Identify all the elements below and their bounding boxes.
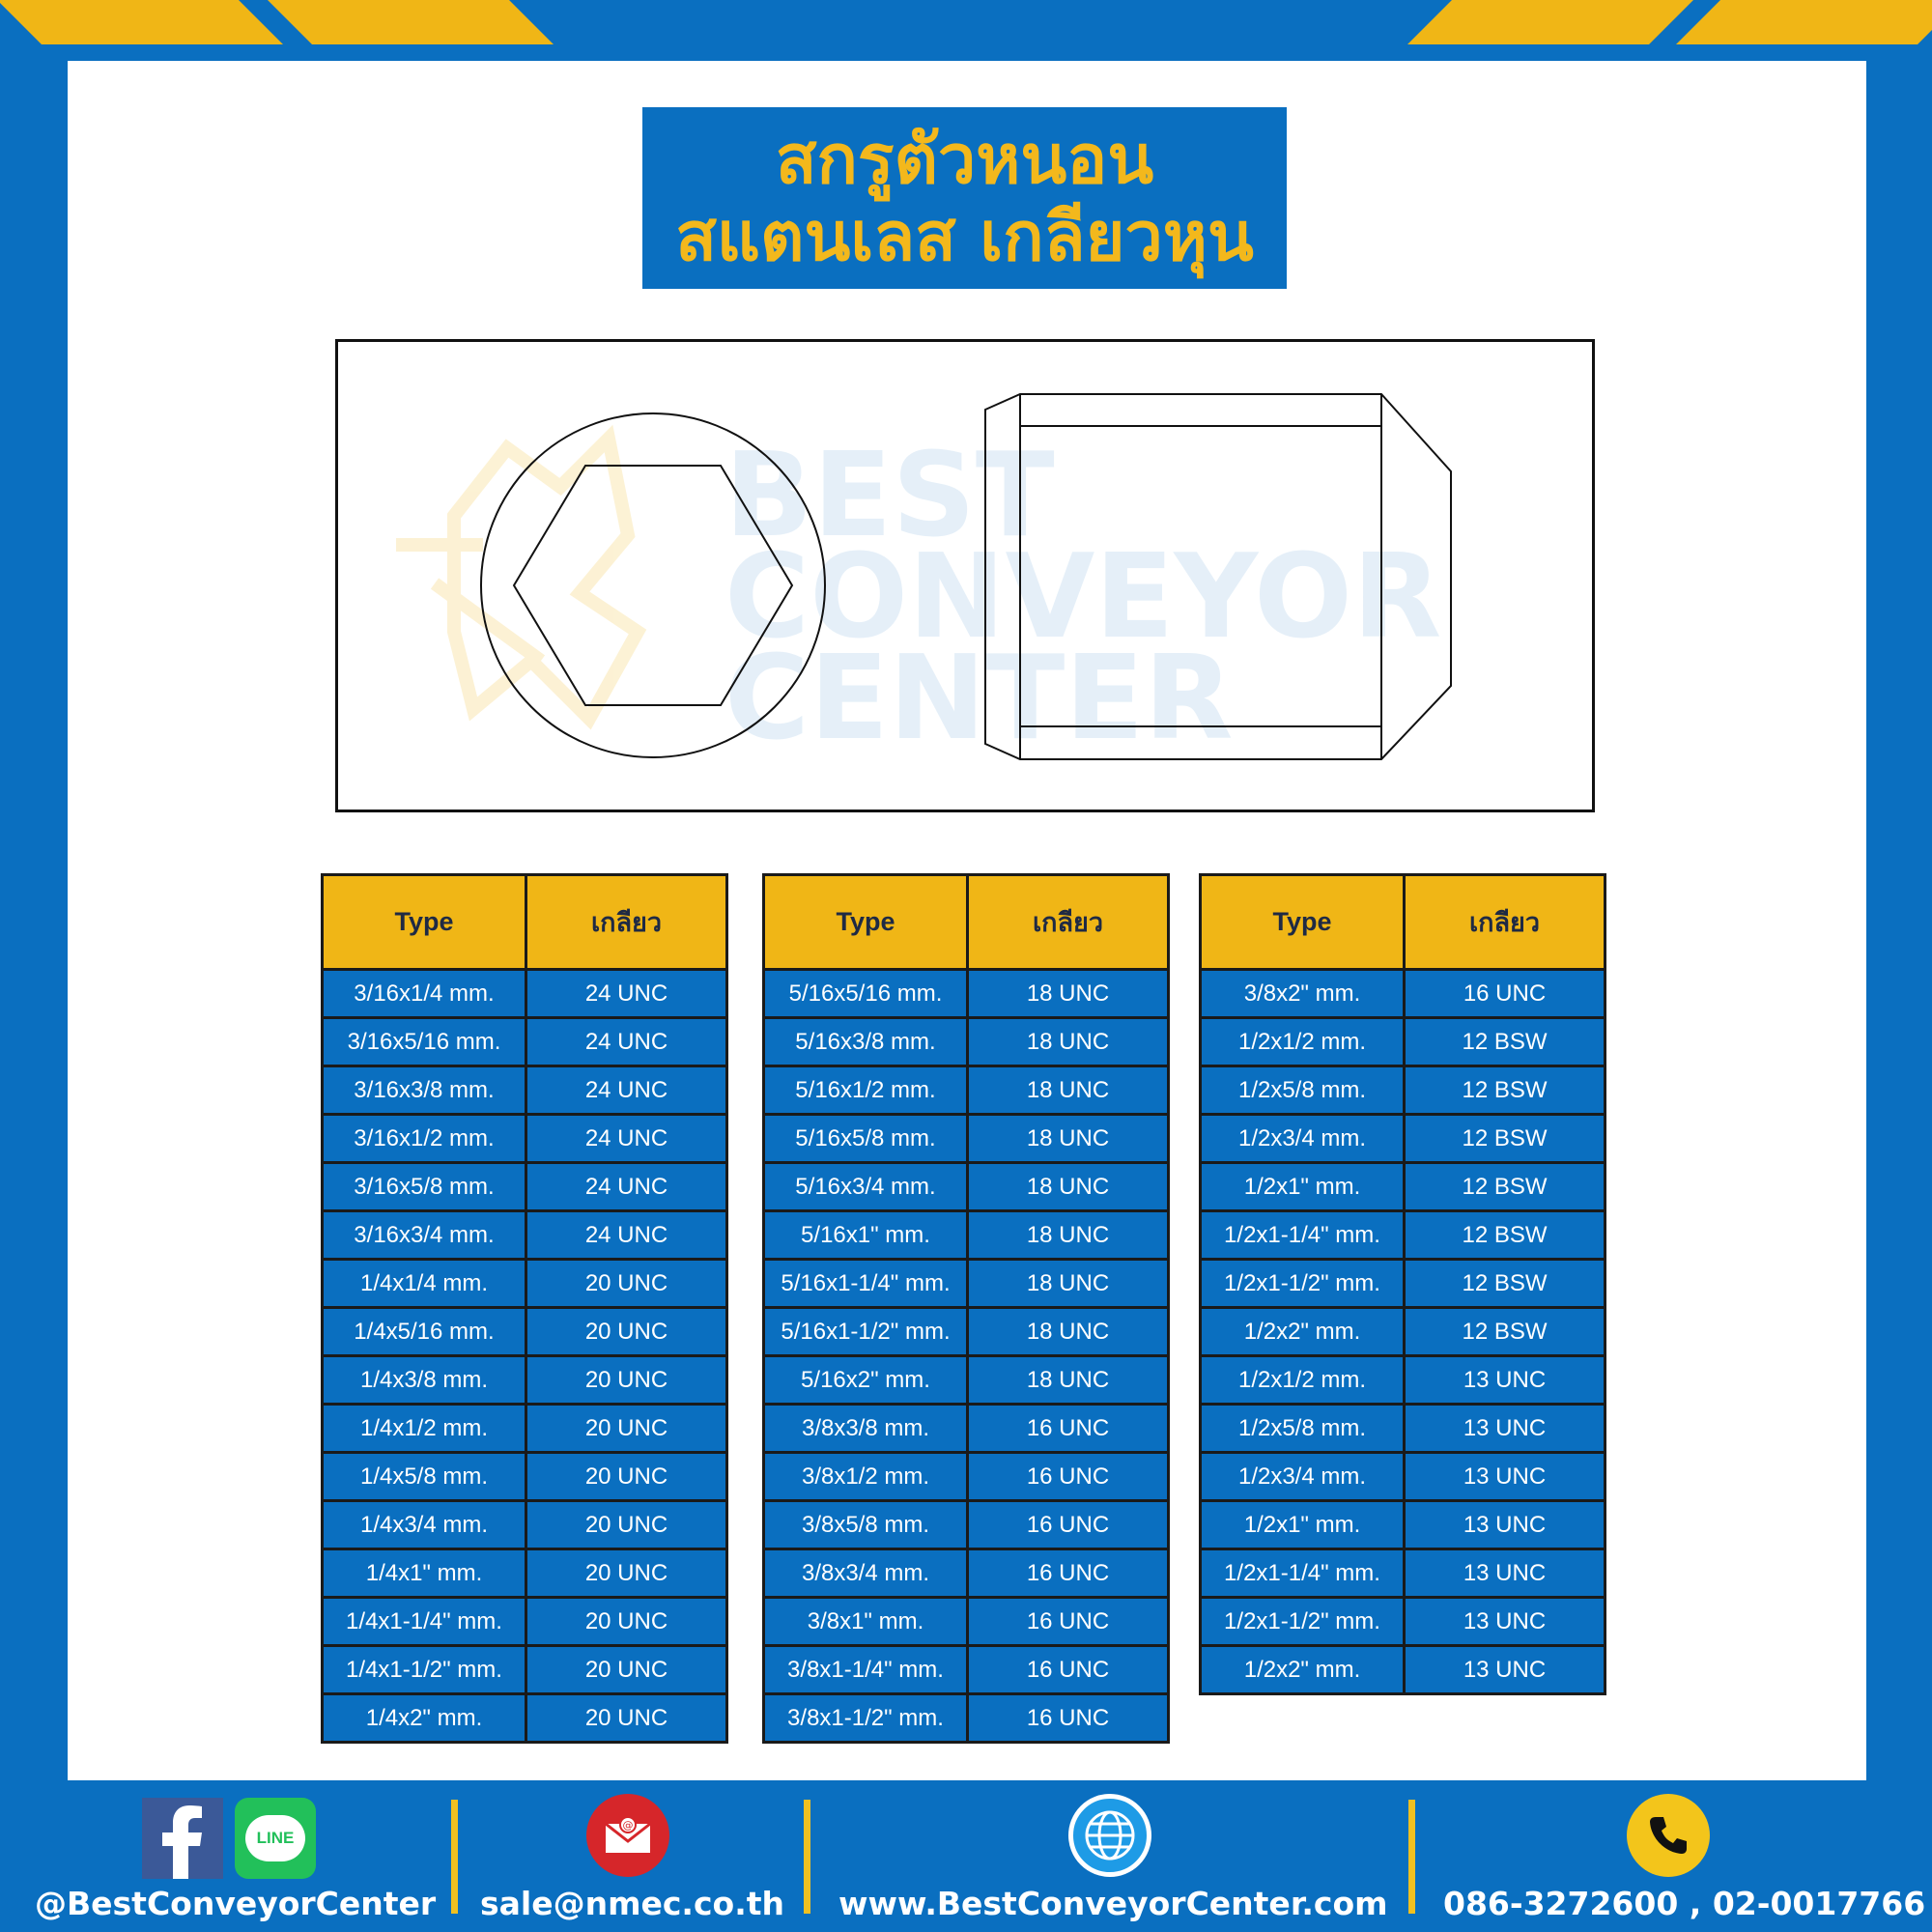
thread-cell: 20 UNC — [526, 1260, 727, 1308]
table-row — [1201, 1163, 1605, 1211]
table-row — [323, 970, 727, 1018]
type-cell: 3/8x3/4 mm. — [764, 1549, 968, 1598]
type-cell: 1/2x1/2 mm. — [1201, 1356, 1405, 1405]
thread-cell: 16 UNC — [968, 1501, 1169, 1549]
thread-cell: 24 UNC — [526, 1066, 727, 1115]
thread-cell: 18 UNC — [968, 1356, 1169, 1405]
title-line-1: สกรูตัวหนอน — [775, 120, 1154, 199]
set-screw-diagram — [335, 339, 1595, 812]
col-header-thread: เกลียว — [968, 875, 1169, 970]
thread-cell: 20 UNC — [526, 1308, 727, 1356]
type-cell: 5/16x1/2 mm. — [764, 1066, 968, 1115]
table-row — [1201, 1501, 1605, 1549]
social-handle[interactable]: @BestConveyorCenter — [35, 1885, 437, 1922]
watermark-text-2: CONVEYOR — [724, 530, 1442, 665]
email-link[interactable]: sale@nmec.co.th — [480, 1885, 784, 1922]
type-cell: 3/8x5/8 mm. — [764, 1501, 968, 1549]
type-cell: 3/8x1-1/4" mm. — [764, 1646, 968, 1694]
type-cell: 3/8x1" mm. — [764, 1598, 968, 1646]
thread-cell: 20 UNC — [526, 1356, 727, 1405]
thread-cell: 13 UNC — [1405, 1405, 1605, 1453]
phone-numbers[interactable]: 086-3272600 , 02-0017766 — [1443, 1885, 1926, 1922]
title-line-2: สแตนเลส เกลียวหุน — [675, 197, 1254, 276]
type-cell: 5/16x1-1/2" mm. — [764, 1308, 968, 1356]
type-cell: 5/16x3/8 mm. — [764, 1018, 968, 1066]
type-cell: 1/4x3/8 mm. — [323, 1356, 526, 1405]
thread-cell: 18 UNC — [968, 1066, 1169, 1115]
table-row — [1201, 1018, 1605, 1066]
type-cell: 1/4x3/4 mm. — [323, 1501, 526, 1549]
table-row — [764, 1163, 1169, 1211]
table-row — [1201, 1549, 1605, 1598]
thread-cell: 24 UNC — [526, 1018, 727, 1066]
table-row — [764, 1501, 1169, 1549]
thread-cell: 13 UNC — [1405, 1646, 1605, 1694]
table-row — [764, 1066, 1169, 1115]
table-row — [1201, 970, 1605, 1018]
thread-cell: 16 UNC — [968, 1405, 1169, 1453]
thread-table-3 — [1199, 873, 1606, 1695]
type-cell: 1/2x3/4 mm. — [1201, 1453, 1405, 1501]
type-cell: 1/2x1-1/2" mm. — [1201, 1260, 1405, 1308]
footer-divider — [451, 1800, 458, 1914]
type-cell: 3/8x1/2 mm. — [764, 1453, 968, 1501]
table-row — [323, 1646, 727, 1694]
watermark-text-1: BEST — [724, 429, 1055, 563]
table-row — [764, 1356, 1169, 1405]
table-row — [1201, 1646, 1605, 1694]
table-row — [323, 1211, 727, 1260]
thread-cell: 12 BSW — [1405, 1066, 1605, 1115]
thread-cell: 24 UNC — [526, 1115, 727, 1163]
type-cell: 1/2x1-1/2" mm. — [1201, 1598, 1405, 1646]
thread-cell: 16 UNC — [968, 1549, 1169, 1598]
type-cell: 1/4x5/8 mm. — [323, 1453, 526, 1501]
website-link[interactable]: www.BestConveyorCenter.com — [838, 1885, 1388, 1922]
thread-cell: 18 UNC — [968, 1260, 1169, 1308]
table-row — [1201, 1453, 1605, 1501]
table-row — [764, 1115, 1169, 1163]
type-cell: 1/2x5/8 mm. — [1201, 1066, 1405, 1115]
col-header-thread: เกลียว — [526, 875, 727, 970]
type-cell: 1/2x2" mm. — [1201, 1308, 1405, 1356]
type-cell: 3/8x1-1/2" mm. — [764, 1694, 968, 1743]
type-cell: 1/2x3/4 mm. — [1201, 1115, 1405, 1163]
thread-cell: 12 BSW — [1405, 1115, 1605, 1163]
table-row — [764, 1549, 1169, 1598]
table-row — [323, 1115, 727, 1163]
type-cell: 5/16x2" mm. — [764, 1356, 968, 1405]
thread-cell: 12 BSW — [1405, 1260, 1605, 1308]
facebook-icon[interactable] — [142, 1798, 223, 1879]
top-stripe-left-1 — [0, 0, 283, 44]
type-cell: 1/2x1" mm. — [1201, 1163, 1405, 1211]
type-cell: 1/2x1/2 mm. — [1201, 1018, 1405, 1066]
type-cell: 1/2x1-1/4" mm. — [1201, 1549, 1405, 1598]
top-stripe-left-2 — [268, 0, 554, 44]
table-row — [764, 1018, 1169, 1066]
footer-bar — [0, 1780, 1932, 1932]
thread-table-2 — [762, 873, 1170, 1744]
type-cell: 1/2x5/8 mm. — [1201, 1405, 1405, 1453]
type-cell: 1/2x2" mm. — [1201, 1646, 1405, 1694]
type-cell: 1/4x1" mm. — [323, 1549, 526, 1598]
thread-cell: 20 UNC — [526, 1501, 727, 1549]
thread-cell: 20 UNC — [526, 1405, 727, 1453]
table-row — [323, 1163, 727, 1211]
top-stripe-right-2 — [1676, 0, 1932, 44]
type-cell: 3/16x5/16 mm. — [323, 1018, 526, 1066]
type-cell: 1/4x1-1/4" mm. — [323, 1598, 526, 1646]
table-row — [764, 970, 1169, 1018]
type-cell: 1/4x1-1/2" mm. — [323, 1646, 526, 1694]
thread-cell: 13 UNC — [1405, 1453, 1605, 1501]
thread-cell: 16 UNC — [968, 1598, 1169, 1646]
col-header-type: Type — [323, 875, 526, 970]
table-row — [323, 1694, 727, 1743]
watermark-text-3: CENTER — [724, 632, 1234, 766]
table-row — [323, 1453, 727, 1501]
table-row — [764, 1598, 1169, 1646]
thread-cell: 20 UNC — [526, 1549, 727, 1598]
table-row — [323, 1308, 727, 1356]
table-row — [764, 1211, 1169, 1260]
thread-cell: 18 UNC — [968, 1163, 1169, 1211]
table-row — [323, 1018, 727, 1066]
table-row — [764, 1646, 1169, 1694]
thread-cell: 13 UNC — [1405, 1549, 1605, 1598]
watermark-text — [724, 429, 1441, 766]
thread-cell: 16 UNC — [968, 1453, 1169, 1501]
table-row — [764, 1308, 1169, 1356]
table-row — [323, 1501, 727, 1549]
col-header-type: Type — [1201, 875, 1405, 970]
table-row — [764, 1453, 1169, 1501]
table-row — [323, 1260, 727, 1308]
table-row — [1201, 1260, 1605, 1308]
col-header-type: Type — [764, 875, 968, 970]
svg-text:@: @ — [622, 1819, 634, 1832]
line-icon-label: LINE — [256, 1829, 295, 1847]
page-title — [642, 107, 1287, 289]
thread-cell: 24 UNC — [526, 1163, 727, 1211]
thread-cell: 13 UNC — [1405, 1598, 1605, 1646]
table-row — [323, 1356, 727, 1405]
footer-divider — [1408, 1800, 1415, 1914]
table-row — [764, 1694, 1169, 1743]
table-row — [1201, 1405, 1605, 1453]
thread-cell: 16 UNC — [1405, 970, 1605, 1018]
top-stripe-right-1 — [1407, 0, 1693, 44]
thread-cell: 13 UNC — [1405, 1356, 1605, 1405]
footer-divider — [804, 1800, 810, 1914]
table-row — [1201, 1356, 1605, 1405]
type-cell: 3/16x5/8 mm. — [323, 1163, 526, 1211]
thread-cell: 18 UNC — [968, 1115, 1169, 1163]
thread-cell: 20 UNC — [526, 1453, 727, 1501]
thread-cell: 18 UNC — [968, 1018, 1169, 1066]
table-row — [323, 1598, 727, 1646]
type-cell: 1/4x5/16 mm. — [323, 1308, 526, 1356]
type-cell: 5/16x5/16 mm. — [764, 970, 968, 1018]
table-row — [1201, 1066, 1605, 1115]
thread-cell: 18 UNC — [968, 1211, 1169, 1260]
type-cell: 1/4x2" mm. — [323, 1694, 526, 1743]
table-row — [323, 1405, 727, 1453]
thread-cell: 12 BSW — [1405, 1211, 1605, 1260]
globe-icon[interactable] — [1068, 1794, 1151, 1877]
type-cell: 3/8x2" mm. — [1201, 970, 1405, 1018]
table-row — [1201, 1115, 1605, 1163]
table-row — [764, 1405, 1169, 1453]
thread-cell: 12 BSW — [1405, 1163, 1605, 1211]
type-cell: 3/16x3/8 mm. — [323, 1066, 526, 1115]
table-row — [1201, 1211, 1605, 1260]
thread-cell: 20 UNC — [526, 1646, 727, 1694]
thread-cell: 24 UNC — [526, 1211, 727, 1260]
table-row — [1201, 1308, 1605, 1356]
thread-table-1 — [321, 873, 728, 1744]
type-cell: 3/16x3/4 mm. — [323, 1211, 526, 1260]
table-row — [323, 1066, 727, 1115]
type-cell: 5/16x5/8 mm. — [764, 1115, 968, 1163]
type-cell: 1/4x1/4 mm. — [323, 1260, 526, 1308]
diagram-drawing — [338, 342, 1592, 810]
thread-cell: 16 UNC — [968, 1694, 1169, 1743]
type-cell: 5/16x1" mm. — [764, 1211, 968, 1260]
type-cell: 3/8x3/8 mm. — [764, 1405, 968, 1453]
type-cell: 5/16x3/4 mm. — [764, 1163, 968, 1211]
thread-cell: 16 UNC — [968, 1646, 1169, 1694]
table-row — [323, 1549, 727, 1598]
thread-cell: 12 BSW — [1405, 1308, 1605, 1356]
thread-cell: 13 UNC — [1405, 1501, 1605, 1549]
thread-cell: 12 BSW — [1405, 1018, 1605, 1066]
type-cell: 1/2x1-1/4" mm. — [1201, 1211, 1405, 1260]
type-cell: 1/4x1/2 mm. — [323, 1405, 526, 1453]
thread-cell: 18 UNC — [968, 970, 1169, 1018]
table-row — [764, 1260, 1169, 1308]
type-cell: 3/16x1/4 mm. — [323, 970, 526, 1018]
thread-cell: 20 UNC — [526, 1694, 727, 1743]
col-header-thread: เกลียว — [1405, 875, 1605, 970]
type-cell: 1/2x1" mm. — [1201, 1501, 1405, 1549]
phone-icon[interactable] — [1627, 1794, 1710, 1877]
line-icon[interactable] — [235, 1798, 316, 1879]
thread-cell: 20 UNC — [526, 1598, 727, 1646]
type-cell: 3/16x1/2 mm. — [323, 1115, 526, 1163]
table-row — [1201, 1598, 1605, 1646]
mail-icon[interactable] — [586, 1794, 669, 1877]
thread-cell: 18 UNC — [968, 1308, 1169, 1356]
type-cell: 5/16x1-1/4" mm. — [764, 1260, 968, 1308]
thread-cell: 24 UNC — [526, 970, 727, 1018]
